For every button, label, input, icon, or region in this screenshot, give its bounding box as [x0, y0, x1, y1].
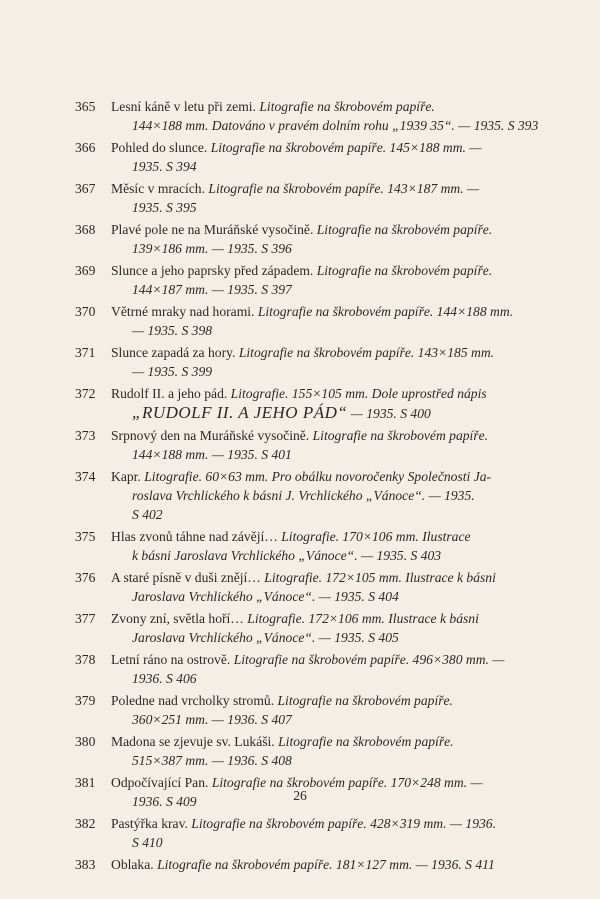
entry-number: 379	[75, 693, 96, 708]
entry-line	[111, 280, 554, 299]
entry-number: 371	[75, 345, 96, 360]
entry-text	[111, 343, 554, 381]
entry-number: 380	[75, 734, 96, 749]
entry-text	[111, 426, 554, 464]
entry-text	[111, 527, 554, 565]
entry-line	[111, 239, 554, 258]
catalog-entry	[0, 261, 600, 299]
catalog-entry	[0, 302, 600, 340]
entry-line	[111, 198, 554, 217]
catalog-entry	[0, 855, 600, 874]
entry-technique: Litografie. 172×105 mm. Ilustrace k básni	[264, 570, 496, 585]
entry-line	[111, 628, 554, 647]
entry-text	[111, 220, 554, 258]
entry-number: 382	[75, 816, 96, 831]
entry-line	[111, 302, 554, 321]
catalog-entry	[0, 467, 600, 524]
entry-technique: Litografie na škrobovém papíře.	[316, 263, 493, 278]
catalog-entry	[0, 343, 600, 381]
entry-text	[111, 609, 554, 647]
entry-line	[111, 445, 554, 464]
entry-title: Měsíc v mracích.	[111, 181, 209, 196]
entry-title: Rudolf II. a jeho pád.	[111, 386, 231, 401]
entry-line	[111, 362, 554, 381]
entry-line	[111, 751, 554, 770]
entry-title: Pohled do slunce.	[111, 140, 211, 155]
entry-number: 367	[75, 181, 96, 196]
entry-list	[0, 97, 600, 877]
entry-text	[111, 384, 554, 423]
entry-title: Poledne nad vrcholky stromů.	[111, 693, 278, 708]
entry-text	[111, 97, 554, 135]
entry-number: 383	[75, 857, 96, 872]
entry-number: 377	[75, 611, 96, 626]
entry-line	[111, 691, 554, 710]
entry-title: Madona se zjevuje sv. Lukáši.	[111, 734, 279, 749]
entry-line	[111, 505, 554, 524]
entry-technique: 1936. S 409	[132, 794, 197, 809]
entry-number: 374	[75, 469, 96, 484]
catalog-entry	[0, 179, 600, 217]
entry-text	[111, 814, 554, 852]
entry-number: 366	[75, 140, 96, 155]
entry-technique: — 1935. S 398	[132, 323, 213, 338]
entry-line	[111, 116, 554, 135]
entry-technique: 1935. S 394	[132, 159, 197, 174]
entry-line	[111, 261, 554, 280]
entry-technique: Litografie. 172×106 mm. Ilustrace k básni	[247, 611, 479, 626]
entry-number: 365	[75, 99, 96, 114]
entry-number: 378	[75, 652, 96, 667]
entry-line	[111, 384, 554, 403]
entry-number: 376	[75, 570, 96, 585]
entry-line	[111, 138, 554, 157]
entry-technique: 1936. S 406	[132, 671, 197, 686]
entry-text	[111, 855, 554, 874]
entry-title: Slunce a jeho paprsky před západem.	[111, 263, 317, 278]
entry-text	[111, 691, 554, 729]
entry-text	[111, 732, 554, 770]
entry-line	[111, 669, 554, 688]
entry-technique: k básni Jaroslava Vrchlického „Vánoce“. — 1935. S 403	[132, 548, 442, 563]
catalog-entry	[0, 568, 600, 606]
entry-line	[111, 467, 554, 486]
entry-title: A staré písně v duši znějí…	[111, 570, 265, 585]
entry-title: Kapr.	[111, 469, 145, 484]
entry-technique: 144×187 mm. — 1935. S 397	[132, 282, 292, 297]
entry-line	[111, 220, 554, 239]
entry-technique: Litografie na škrobovém papíře. 496×380 mm. —	[233, 652, 505, 667]
entry-line	[111, 710, 554, 729]
entry-title: Srpnový den na Muráňské vysočině.	[111, 428, 313, 443]
entry-technique: „RUDOLF II. A JEHO PÁD“	[132, 403, 348, 422]
entry-technique: Litografie na škrobovém papíře.	[278, 734, 454, 749]
entry-line	[111, 343, 554, 362]
entry-line	[111, 426, 554, 445]
catalog-entry	[0, 732, 600, 770]
entry-title: Hlas zvonů táhne nad závějí…	[111, 529, 282, 544]
entry-technique: Litografie. 60×63 mm. Pro obálku novoročenky Společnosti Ja-	[144, 469, 492, 484]
entry-line	[111, 321, 554, 340]
entry-technique: Litografie na škrobovém papíře.	[312, 428, 489, 443]
entry-line	[111, 587, 554, 606]
entry-technique: Litografie na škrobovém papíře. 181×127 mm. — 1936. S 411	[157, 857, 495, 872]
entry-title: Slunce zapadá za hory.	[111, 345, 239, 360]
entry-line	[111, 157, 554, 176]
entry-text	[111, 138, 554, 176]
entry-technique: Litografie. 170×106 mm. Ilustrace	[281, 529, 471, 544]
entry-number: 370	[75, 304, 96, 319]
catalog-entry	[0, 527, 600, 565]
entry-title: Větrné mraky nad horami.	[111, 304, 258, 319]
entry-technique: Litografie na škrobovém papíře.	[277, 693, 453, 708]
entry-text	[111, 302, 554, 340]
entry-title: Letní ráno na ostrově.	[111, 652, 234, 667]
entry-line	[111, 546, 554, 565]
entry-technique: Litografie na škrobovém papíře. 144×188 mm.	[257, 304, 514, 319]
entry-number: 372	[75, 386, 96, 401]
entry-line	[111, 403, 554, 423]
entry-technique: Litografie na škrobovém papíře. 170×248 mm. —	[211, 775, 483, 790]
page-number: 26	[293, 788, 307, 803]
catalog-entry	[0, 220, 600, 258]
entry-line	[111, 179, 554, 198]
entry-title: Pastýřka krav.	[111, 816, 192, 831]
entry-technique: Litografie. 155×105 mm. Dole uprostřed nápis	[230, 386, 487, 401]
entry-number: 381	[75, 775, 96, 790]
catalog-entry	[0, 97, 600, 135]
entry-text	[111, 650, 554, 688]
entry-technique: — 1935. S 400	[347, 406, 431, 421]
catalog-entry	[0, 650, 600, 688]
entry-line	[111, 97, 554, 116]
entry-number: 369	[75, 263, 96, 278]
entry-line	[111, 814, 554, 833]
entry-technique: roslava Vrchlického k básni J. Vrchlického „Vánoce“. — 1935.	[132, 488, 475, 503]
catalog-entry	[0, 426, 600, 464]
entry-number: 368	[75, 222, 96, 237]
catalog-entry	[0, 609, 600, 647]
entry-technique: Jaroslava Vrchlického „Vánoce“. — 1935. S 405	[132, 630, 399, 645]
entry-number: 373	[75, 428, 96, 443]
entry-technique: 1935. S 395	[132, 200, 197, 215]
entry-line	[111, 568, 554, 587]
entry-title: Odpočívající Pan.	[111, 775, 212, 790]
entry-technique: Litografie na škrobovém papíře. 143×185 mm.	[238, 345, 495, 360]
entry-title: Oblaka.	[111, 857, 158, 872]
entry-line	[111, 732, 554, 751]
entry-title: Zvony zní, světla hoří…	[111, 611, 248, 626]
entry-line	[111, 855, 554, 874]
entry-technique: 360×251 mm. — 1936. S 407	[132, 712, 292, 727]
entry-technique: Jaroslava Vrchlického „Vánoce“. — 1935. S 404	[132, 589, 399, 604]
entry-line	[111, 650, 554, 669]
entry-title: Lesní káně v letu při zemi.	[111, 99, 260, 114]
entry-technique: S 402	[132, 507, 163, 522]
entry-line	[111, 486, 554, 505]
entry-technique: Litografie na škrobovém papíře. 428×319 mm. — 1936.	[191, 816, 496, 831]
entry-line	[111, 527, 554, 546]
catalog-entry	[0, 384, 600, 423]
entry-technique: 139×186 mm. — 1935. S 396	[132, 241, 292, 256]
entry-technique: 144×188 mm. Datováno v pravém dolním rohu „1939 35“. — 1935. S 393	[132, 118, 539, 133]
entry-text	[111, 261, 554, 299]
entry-text	[111, 467, 554, 524]
entry-text	[111, 179, 554, 217]
entry-number: 375	[75, 529, 96, 544]
entry-technique: S 410	[132, 835, 163, 850]
entry-technique: Litografie na škrobovém papíře. 145×188 mm. —	[210, 140, 482, 155]
entry-text	[111, 568, 554, 606]
entry-technique: 144×188 mm. — 1935. S 401	[132, 447, 292, 462]
entry-technique: Litografie na škrobovém papíře. 143×187 mm. —	[208, 181, 480, 196]
catalog-entry	[0, 138, 600, 176]
entry-line	[111, 609, 554, 628]
entry-technique: Litografie na škrobovém papíře.	[316, 222, 493, 237]
entry-technique: 515×387 mm. — 1936. S 408	[132, 753, 292, 768]
entry-title: Plavé pole ne na Muráňské vysočině.	[111, 222, 317, 237]
catalog-entry	[0, 691, 600, 729]
entry-technique: — 1935. S 399	[132, 364, 213, 379]
entry-technique: Litografie na škrobovém papíře.	[259, 99, 435, 114]
catalog-entry	[0, 814, 600, 852]
entry-line	[111, 833, 554, 852]
